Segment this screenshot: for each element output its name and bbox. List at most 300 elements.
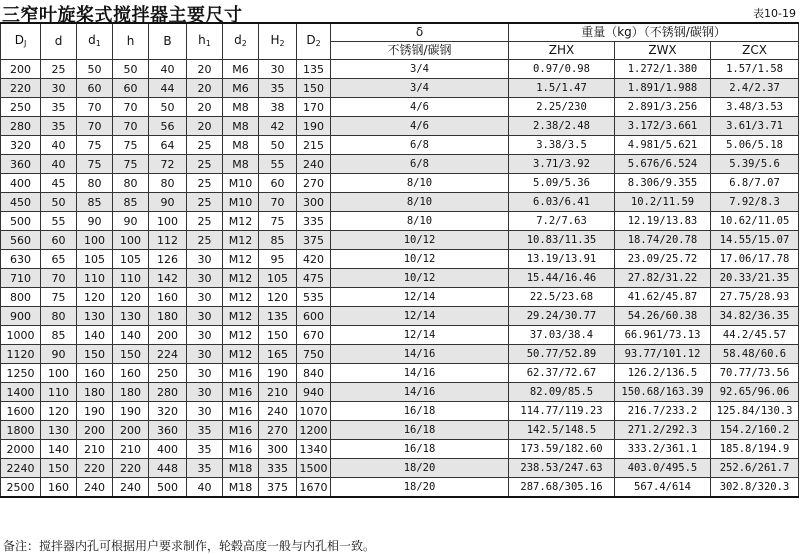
- cell-b: 320: [149, 402, 187, 421]
- cell-zhx: 238.53/247.63: [509, 459, 615, 478]
- cell-d1: 70: [77, 98, 113, 117]
- table-row: [1, 117, 799, 136]
- cell-d2: M16: [223, 402, 259, 421]
- cell-zcx: 17.06/17.78: [711, 250, 799, 269]
- cell-h: 60: [113, 79, 149, 98]
- cell-h2: 60: [259, 174, 297, 193]
- cell-b: 500: [149, 478, 187, 498]
- cell-d1: 80: [77, 174, 113, 193]
- cell-dj: 710: [1, 269, 41, 288]
- cell-zhx: 173.59/182.60: [509, 440, 615, 459]
- cell-d1: 60: [77, 79, 113, 98]
- cell-zwx: 10.2/11.59: [615, 193, 711, 212]
- cell-h2: 75: [259, 212, 297, 231]
- cell-dj: 1120: [1, 345, 41, 364]
- table-body: [1, 60, 799, 498]
- cell-h1: 30: [187, 402, 223, 421]
- cell-delta: 16/18: [331, 421, 509, 440]
- cell-d2: M16: [223, 364, 259, 383]
- cell-zwx: 23.09/25.72: [615, 250, 711, 269]
- cell-b: 100: [149, 212, 187, 231]
- cell-h2: 120: [259, 288, 297, 307]
- cell-delta: 4/6: [331, 98, 509, 117]
- cell-zwx: 1.272/1.380: [615, 60, 711, 79]
- cell-delta: 8/10: [331, 174, 509, 193]
- cell-zhx: 1.5/1.47: [509, 79, 615, 98]
- cell-dj: 220: [1, 79, 41, 98]
- cell-zwx: 41.62/45.87: [615, 288, 711, 307]
- cell-zcx: 5.39/5.6: [711, 155, 799, 174]
- cell-d: 40: [41, 155, 77, 174]
- table-row: [1, 402, 799, 421]
- cell-d: 60: [41, 231, 77, 250]
- cell-zcx: 58.48/60.6: [711, 345, 799, 364]
- cell-h1: 25: [187, 231, 223, 250]
- cell-zhx: 29.24/30.77: [509, 307, 615, 326]
- cell-h1: 30: [187, 345, 223, 364]
- cell-zhx: 37.03/38.4: [509, 326, 615, 345]
- cell-dj: 450: [1, 193, 41, 212]
- cell-zwx: 271.2/292.3: [615, 421, 711, 440]
- cell-d: 120: [41, 402, 77, 421]
- cell-zcx: 92.65/96.06: [711, 383, 799, 402]
- cell-zwx: 126.2/136.5: [615, 364, 711, 383]
- cell-delta: 16/18: [331, 440, 509, 459]
- cell-b: 64: [149, 136, 187, 155]
- cell-h2: 42: [259, 117, 297, 136]
- cell-zwx: 150.68/163.39: [615, 383, 711, 402]
- cell-h1: 25: [187, 174, 223, 193]
- cell-dj: 630: [1, 250, 41, 269]
- cell-zhx: 114.77/119.23: [509, 402, 615, 421]
- table-row: [1, 478, 799, 498]
- cell-d1: 130: [77, 307, 113, 326]
- cell-d2-cap: 150: [297, 79, 331, 98]
- cell-d2: M12: [223, 269, 259, 288]
- cell-h1: 40: [187, 478, 223, 498]
- cell-d: 35: [41, 117, 77, 136]
- col-header-b: B: [149, 23, 187, 60]
- cell-d2-cap: 1500: [297, 459, 331, 478]
- cell-d2-cap: 170: [297, 98, 331, 117]
- cell-h: 240: [113, 478, 149, 498]
- cell-h1: 25: [187, 193, 223, 212]
- cell-d: 35: [41, 98, 77, 117]
- col-header-d2-cap: $D_2$: [297, 23, 331, 60]
- cell-d1: 70: [77, 117, 113, 136]
- cell-h: 200: [113, 421, 149, 440]
- cell-d2: M12: [223, 288, 259, 307]
- cell-h: 120: [113, 288, 149, 307]
- cell-b: 160: [149, 288, 187, 307]
- cell-h1: 30: [187, 364, 223, 383]
- cell-d2-cap: 300: [297, 193, 331, 212]
- cell-b: 142: [149, 269, 187, 288]
- cell-d1: 90: [77, 212, 113, 231]
- table-number: 表10-19: [753, 7, 796, 20]
- cell-d2-cap: 375: [297, 231, 331, 250]
- cell-d2: M12: [223, 345, 259, 364]
- cell-dj: 1400: [1, 383, 41, 402]
- cell-zwx: 66.961/73.13: [615, 326, 711, 345]
- cell-d2: M16: [223, 421, 259, 440]
- cell-d1: 75: [77, 136, 113, 155]
- cell-h: 50: [113, 60, 149, 79]
- cell-dj: 250: [1, 98, 41, 117]
- cell-zcx: 1.57/1.58: [711, 60, 799, 79]
- cell-d2: M8: [223, 98, 259, 117]
- cell-delta: 10/12: [331, 269, 509, 288]
- cell-zhx: 3.38/3.5: [509, 136, 615, 155]
- cell-d: 30: [41, 79, 77, 98]
- cell-h: 160: [113, 364, 149, 383]
- cell-d2: M16: [223, 440, 259, 459]
- cell-h1: 25: [187, 155, 223, 174]
- table-row: [1, 364, 799, 383]
- cell-d: 70: [41, 269, 77, 288]
- cell-dj: 2000: [1, 440, 41, 459]
- cell-h2: 70: [259, 193, 297, 212]
- cell-zcx: 2.4/2.37: [711, 79, 799, 98]
- cell-d1: 220: [77, 459, 113, 478]
- cell-d2: M6: [223, 60, 259, 79]
- cell-zcx: 252.6/261.7: [711, 459, 799, 478]
- cell-d1: 150: [77, 345, 113, 364]
- cell-zhx: 3.71/3.92: [509, 155, 615, 174]
- cell-zcx: 6.8/7.07: [711, 174, 799, 193]
- table-row: [1, 174, 799, 193]
- cell-d2: M12: [223, 231, 259, 250]
- cell-h1: 35: [187, 440, 223, 459]
- cell-h1: 30: [187, 326, 223, 345]
- col-header-h1: $h_1$: [187, 23, 223, 60]
- cell-h1: 30: [187, 269, 223, 288]
- cell-d1: 240: [77, 478, 113, 498]
- cell-d: 40: [41, 136, 77, 155]
- cell-zwx: 403.0/495.5: [615, 459, 711, 478]
- col-header-zwx: ZWX: [615, 42, 711, 60]
- col-header-h2: $H_2$: [259, 23, 297, 60]
- cell-d2: M6: [223, 79, 259, 98]
- cell-d2: M8: [223, 136, 259, 155]
- cell-d: 75: [41, 288, 77, 307]
- table-row: [1, 345, 799, 364]
- cell-dj: 1800: [1, 421, 41, 440]
- table-row: [1, 383, 799, 402]
- cell-zwx: 3.172/3.661: [615, 117, 711, 136]
- cell-d1: 105: [77, 250, 113, 269]
- cell-d2-cap: 1200: [297, 421, 331, 440]
- cell-d2: M8: [223, 155, 259, 174]
- cell-dj: 200: [1, 60, 41, 79]
- cell-d1: 180: [77, 383, 113, 402]
- cell-d: 140: [41, 440, 77, 459]
- cell-delta: 18/20: [331, 478, 509, 498]
- table-row: [1, 60, 799, 79]
- cell-h1: 20: [187, 60, 223, 79]
- cell-zcx: 34.82/36.35: [711, 307, 799, 326]
- cell-d2: M12: [223, 307, 259, 326]
- cell-d: 50: [41, 193, 77, 212]
- cell-b: 200: [149, 326, 187, 345]
- cell-d2: M12: [223, 212, 259, 231]
- cell-b: 448: [149, 459, 187, 478]
- cell-zwx: 4.981/5.621: [615, 136, 711, 155]
- cell-delta: 12/14: [331, 288, 509, 307]
- cell-b: 72: [149, 155, 187, 174]
- cell-d2: M16: [223, 383, 259, 402]
- cell-b: 280: [149, 383, 187, 402]
- cell-d: 45: [41, 174, 77, 193]
- cell-d2-cap: 240: [297, 155, 331, 174]
- cell-zhx: 2.38/2.48: [509, 117, 615, 136]
- cell-zcx: 20.33/21.35: [711, 269, 799, 288]
- cell-h: 80: [113, 174, 149, 193]
- col-header-d2: $d_2$: [223, 23, 259, 60]
- cell-h2: 105: [259, 269, 297, 288]
- cell-d2-cap: 750: [297, 345, 331, 364]
- col-header-d1: $d_1$: [77, 23, 113, 60]
- col-header-h: h: [113, 23, 149, 60]
- cell-d2-cap: 535: [297, 288, 331, 307]
- cell-zwx: 216.7/233.2: [615, 402, 711, 421]
- cell-h1: 25: [187, 136, 223, 155]
- cell-h: 180: [113, 383, 149, 402]
- cell-d2-cap: 840: [297, 364, 331, 383]
- cell-zcx: 27.75/28.93: [711, 288, 799, 307]
- cell-delta: 18/20: [331, 459, 509, 478]
- cell-delta: 6/8: [331, 155, 509, 174]
- cell-zhx: 62.37/72.67: [509, 364, 615, 383]
- cell-dj: 1250: [1, 364, 41, 383]
- cell-d2: M18: [223, 478, 259, 498]
- cell-d2-cap: 1070: [297, 402, 331, 421]
- cell-zwx: 18.74/20.78: [615, 231, 711, 250]
- cell-d2: M18: [223, 459, 259, 478]
- cell-b: 40: [149, 60, 187, 79]
- cell-zhx: 6.03/6.41: [509, 193, 615, 212]
- cell-h: 210: [113, 440, 149, 459]
- cell-h2: 50: [259, 136, 297, 155]
- cell-delta: 8/10: [331, 212, 509, 231]
- cell-d1: 85: [77, 193, 113, 212]
- cell-dj: 320: [1, 136, 41, 155]
- cell-zcx: 3.61/3.71: [711, 117, 799, 136]
- cell-dj: 800: [1, 288, 41, 307]
- cell-h: 75: [113, 136, 149, 155]
- table-row: [1, 212, 799, 231]
- cell-h1: 20: [187, 79, 223, 98]
- col-header-delta: δ: [331, 23, 509, 42]
- table-row: [1, 250, 799, 269]
- cell-d2-cap: 420: [297, 250, 331, 269]
- cell-zwx: 5.676/6.524: [615, 155, 711, 174]
- cell-h2: 210: [259, 383, 297, 402]
- cell-h1: 20: [187, 98, 223, 117]
- cell-d: 85: [41, 326, 77, 345]
- cell-zcx: 10.62/11.05: [711, 212, 799, 231]
- cell-delta: 14/16: [331, 345, 509, 364]
- cell-d2-cap: 940: [297, 383, 331, 402]
- cell-zhx: 13.19/13.91: [509, 250, 615, 269]
- cell-zcx: 7.92/8.3: [711, 193, 799, 212]
- cell-b: 112: [149, 231, 187, 250]
- cell-d2-cap: 215: [297, 136, 331, 155]
- cell-d2: M8: [223, 117, 259, 136]
- cell-delta: 3/4: [331, 60, 509, 79]
- cell-dj: 2500: [1, 478, 41, 498]
- cell-zwx: 333.2/361.1: [615, 440, 711, 459]
- cell-zwx: 8.306/9.355: [615, 174, 711, 193]
- cell-zhx: 10.83/11.35: [509, 231, 615, 250]
- cell-d: 160: [41, 478, 77, 498]
- cell-zhx: 50.77/52.89: [509, 345, 615, 364]
- table-row: [1, 269, 799, 288]
- cell-d1: 190: [77, 402, 113, 421]
- cell-dj: 400: [1, 174, 41, 193]
- cell-h2: 335: [259, 459, 297, 478]
- cell-h2: 190: [259, 364, 297, 383]
- cell-h2: 95: [259, 250, 297, 269]
- cell-d2-cap: 190: [297, 117, 331, 136]
- cell-d: 130: [41, 421, 77, 440]
- cell-h: 140: [113, 326, 149, 345]
- footnote: 备注：搅拌器内孔可根据用户要求制作，轮毂高度一般与内孔相一致。: [3, 539, 376, 553]
- cell-delta: 12/14: [331, 326, 509, 345]
- cell-h: 70: [113, 117, 149, 136]
- table-row: [1, 459, 799, 478]
- cell-b: 224: [149, 345, 187, 364]
- cell-d1: 110: [77, 269, 113, 288]
- cell-zcx: 14.55/15.07: [711, 231, 799, 250]
- cell-h1: 30: [187, 383, 223, 402]
- cell-b: 80: [149, 174, 187, 193]
- cell-zcx: 44.2/45.57: [711, 326, 799, 345]
- table-row: [1, 326, 799, 345]
- cell-d1: 210: [77, 440, 113, 459]
- cell-h2: 55: [259, 155, 297, 174]
- cell-d2: M12: [223, 250, 259, 269]
- cell-h2: 375: [259, 478, 297, 498]
- cell-d: 110: [41, 383, 77, 402]
- cell-delta: 10/12: [331, 231, 509, 250]
- cell-d: 150: [41, 459, 77, 478]
- table-row: [1, 193, 799, 212]
- col-header-zhx: ZHX: [509, 42, 615, 60]
- cell-h1: 35: [187, 459, 223, 478]
- cell-d2-cap: 135: [297, 60, 331, 79]
- cell-delta: 8/10: [331, 193, 509, 212]
- table-row: [1, 79, 799, 98]
- cell-zcx: 154.2/160.2: [711, 421, 799, 440]
- cell-d1: 50: [77, 60, 113, 79]
- cell-h2: 85: [259, 231, 297, 250]
- table-row: [1, 231, 799, 250]
- col-header-zcx: ZCX: [711, 42, 799, 60]
- cell-h1: 30: [187, 288, 223, 307]
- cell-zwx: 12.19/13.83: [615, 212, 711, 231]
- cell-zhx: 15.44/16.46: [509, 269, 615, 288]
- cell-h1: 25: [187, 212, 223, 231]
- cell-d2-cap: 335: [297, 212, 331, 231]
- cell-zhx: 7.2/7.63: [509, 212, 615, 231]
- cell-delta: 14/16: [331, 364, 509, 383]
- cell-delta: 14/16: [331, 383, 509, 402]
- cell-d1: 120: [77, 288, 113, 307]
- cell-dj: 500: [1, 212, 41, 231]
- cell-zhx: 2.25/230: [509, 98, 615, 117]
- cell-h: 75: [113, 155, 149, 174]
- cell-dj: 1600: [1, 402, 41, 421]
- cell-zcx: 70.77/73.56: [711, 364, 799, 383]
- cell-b: 126: [149, 250, 187, 269]
- cell-d: 65: [41, 250, 77, 269]
- cell-d1: 200: [77, 421, 113, 440]
- cell-d1: 75: [77, 155, 113, 174]
- cell-d2: M10: [223, 193, 259, 212]
- cell-h1: 20: [187, 117, 223, 136]
- cell-zcx: 5.06/5.18: [711, 136, 799, 155]
- cell-delta: 16/18: [331, 402, 509, 421]
- cell-d2: M12: [223, 326, 259, 345]
- cell-h: 190: [113, 402, 149, 421]
- cell-d2-cap: 1670: [297, 478, 331, 498]
- cell-zcx: 185.8/194.9: [711, 440, 799, 459]
- cell-b: 56: [149, 117, 187, 136]
- cell-zhx: 22.5/23.68: [509, 288, 615, 307]
- table-row: [1, 136, 799, 155]
- table-row: [1, 440, 799, 459]
- cell-delta: 12/14: [331, 307, 509, 326]
- cell-h2: 135: [259, 307, 297, 326]
- cell-d: 90: [41, 345, 77, 364]
- cell-delta: 6/8: [331, 136, 509, 155]
- cell-d: 100: [41, 364, 77, 383]
- cell-h1: 30: [187, 250, 223, 269]
- col-header-delta-material: 不锈钢/碳钢: [331, 42, 509, 60]
- cell-b: 90: [149, 193, 187, 212]
- cell-dj: 900: [1, 307, 41, 326]
- cell-h: 220: [113, 459, 149, 478]
- cell-d2-cap: 1340: [297, 440, 331, 459]
- cell-h2: 300: [259, 440, 297, 459]
- cell-h: 150: [113, 345, 149, 364]
- cell-h1: 30: [187, 307, 223, 326]
- cell-zhx: 82.09/85.5: [509, 383, 615, 402]
- cell-d2-cap: 270: [297, 174, 331, 193]
- cell-h2: 38: [259, 98, 297, 117]
- cell-zwx: 567.4/614: [615, 478, 711, 498]
- cell-h2: 150: [259, 326, 297, 345]
- cell-h2: 30: [259, 60, 297, 79]
- cell-h: 100: [113, 231, 149, 250]
- cell-zcx: 3.48/3.53: [711, 98, 799, 117]
- cell-h: 105: [113, 250, 149, 269]
- cell-h1: 35: [187, 421, 223, 440]
- cell-d2: M10: [223, 174, 259, 193]
- cell-dj: 560: [1, 231, 41, 250]
- header-row-1: [1, 23, 799, 42]
- cell-delta: 4/6: [331, 117, 509, 136]
- cell-b: 180: [149, 307, 187, 326]
- cell-d2-cap: 475: [297, 269, 331, 288]
- cell-h: 130: [113, 307, 149, 326]
- cell-h2: 35: [259, 79, 297, 98]
- cell-dj: 280: [1, 117, 41, 136]
- cell-d: 55: [41, 212, 77, 231]
- cell-b: 400: [149, 440, 187, 459]
- cell-dj: 360: [1, 155, 41, 174]
